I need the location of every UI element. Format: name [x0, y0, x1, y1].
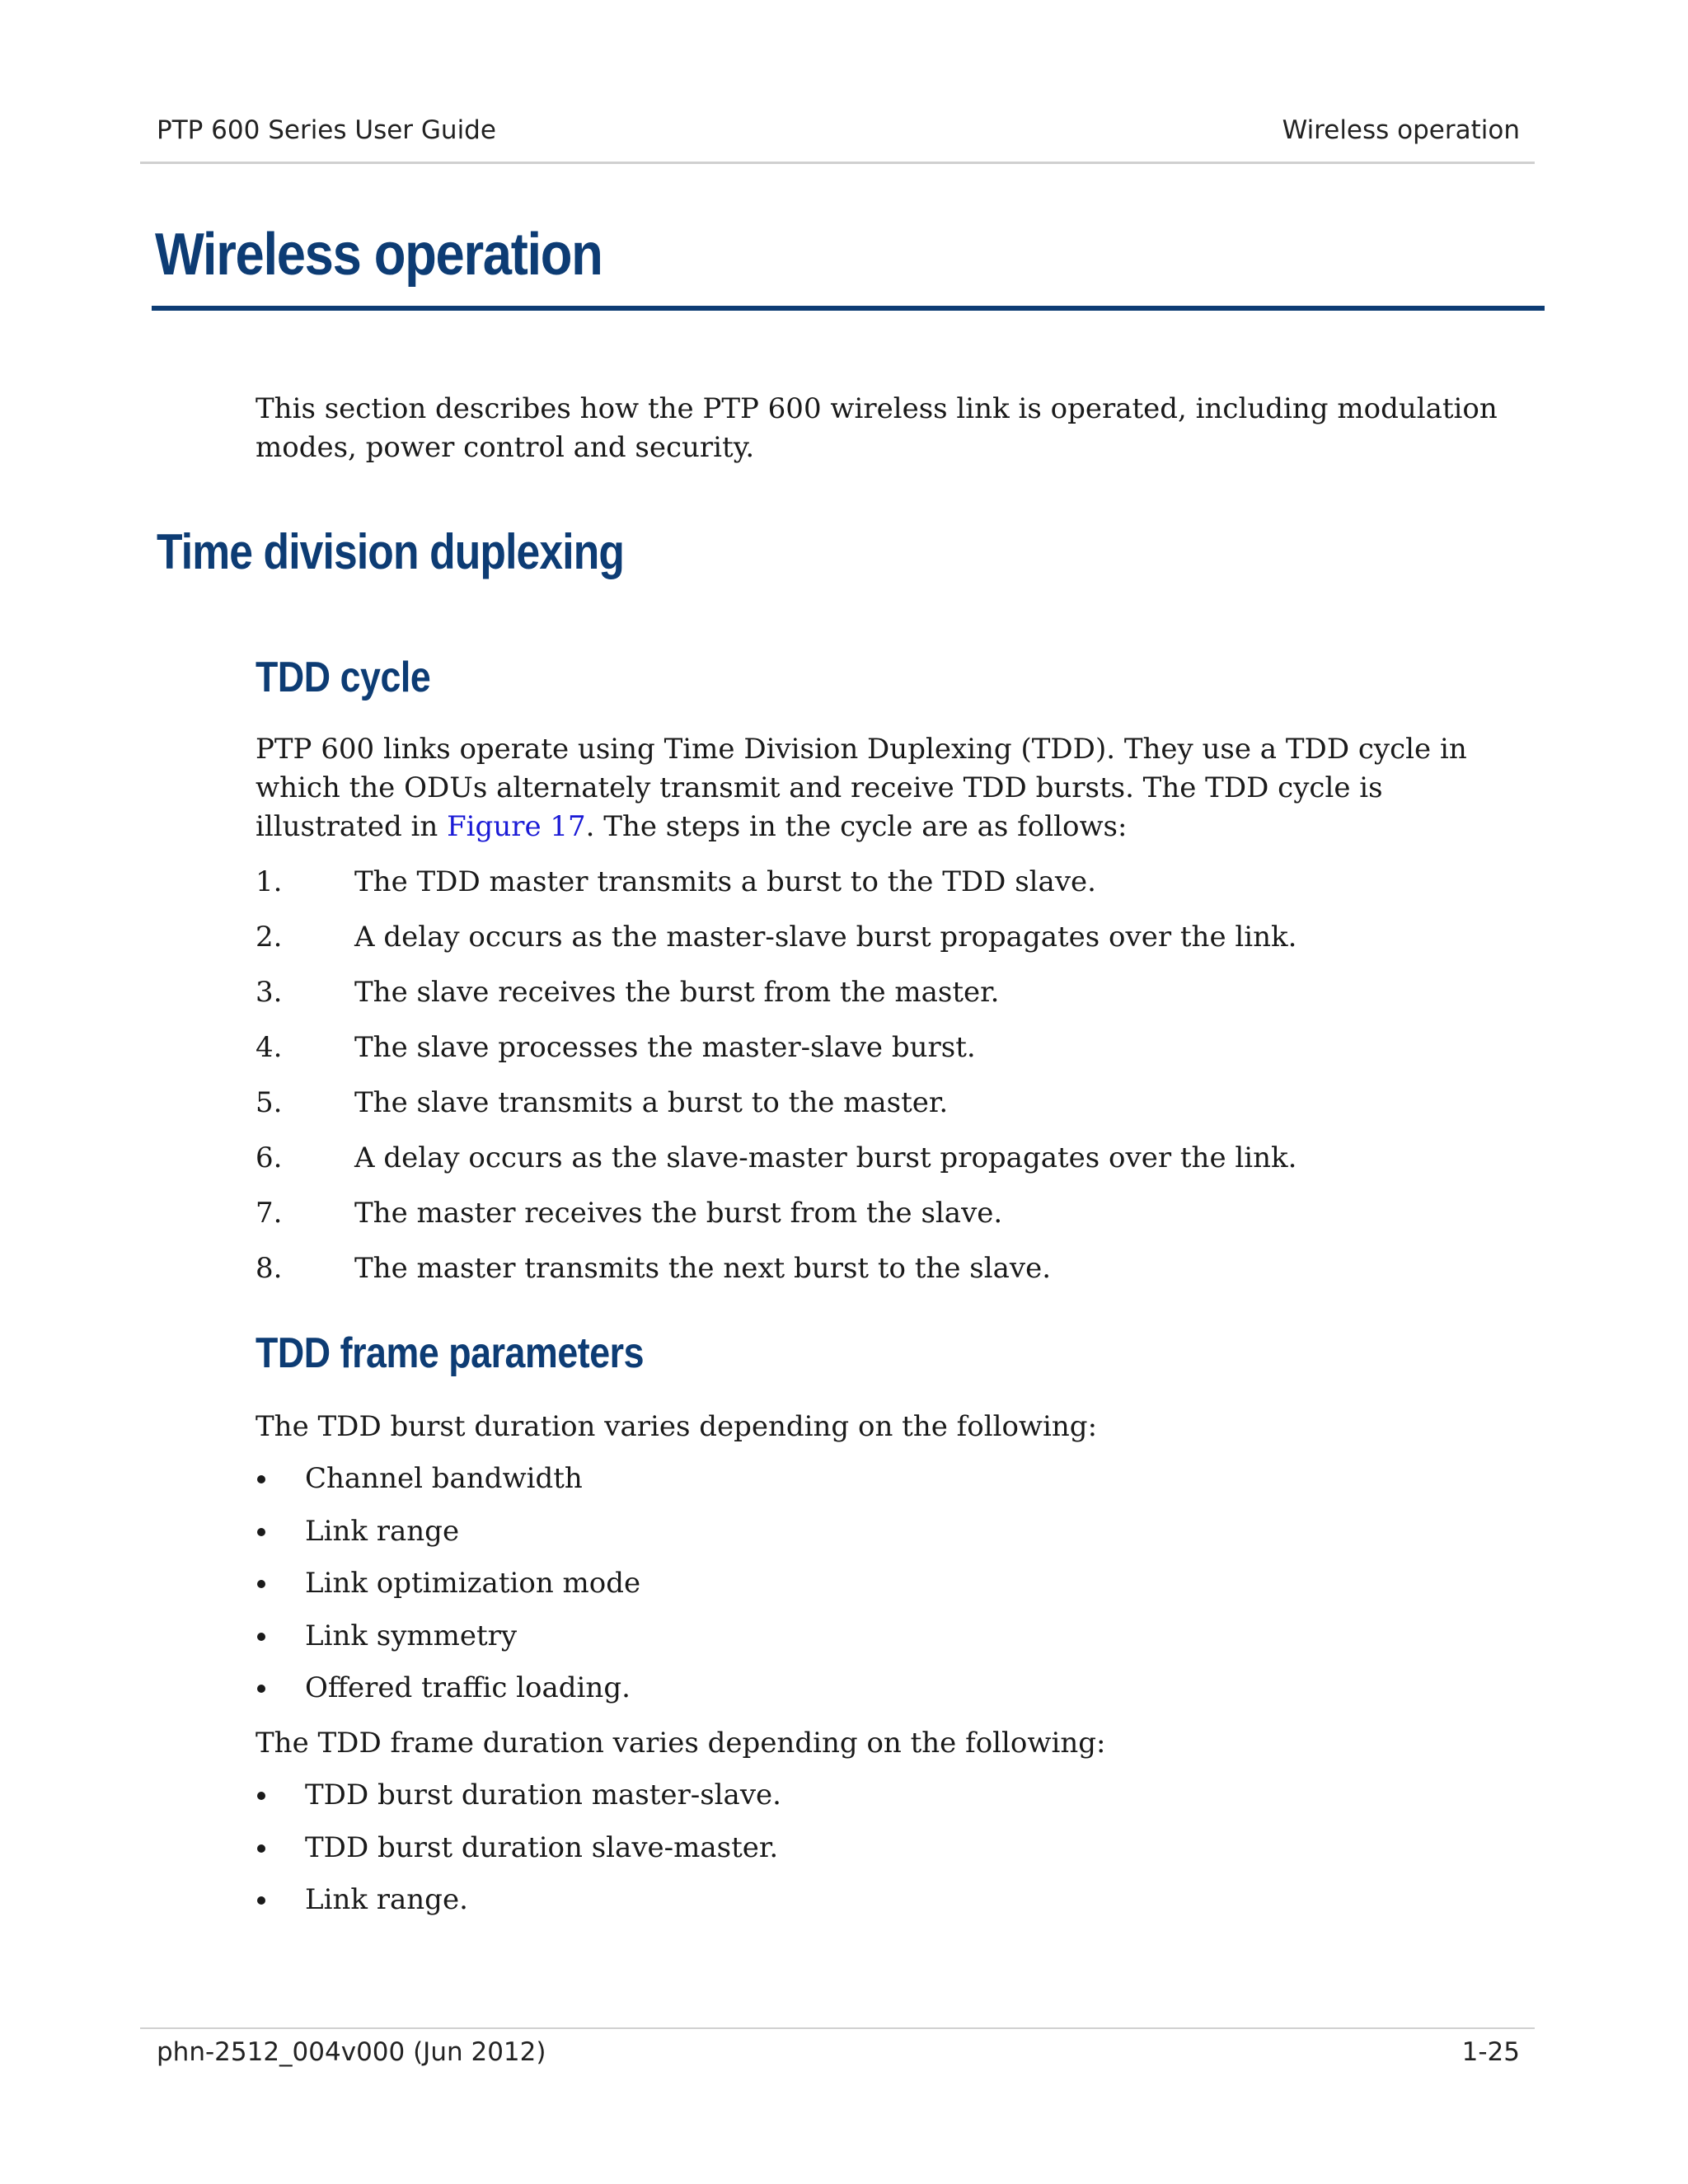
subsection-heading-tdd-frame: TDD frame parameters: [256, 1329, 645, 1377]
header-section-name: Wireless operation: [1282, 115, 1520, 145]
bullet-text: Link range: [305, 1514, 460, 1548]
footer-divider: [140, 2027, 1535, 2029]
section-heading: Time division duplexing: [157, 524, 625, 579]
header-doc-title: PTP 600 Series User Guide: [157, 115, 496, 145]
footer-doc-id: phn-2512_004v000 (Jun 2012): [157, 2037, 546, 2067]
step-number: 2.: [256, 921, 283, 954]
step-text: The slave processes the master-slave burst.: [354, 1031, 976, 1064]
bullet-icon: [257, 1844, 265, 1853]
figure-17-link[interactable]: Figure 17: [447, 810, 586, 843]
running-header: [157, 115, 1520, 145]
chapter-title: Wireless operation: [155, 222, 603, 288]
step-text: The slave receives the burst from the master.: [354, 976, 1000, 1009]
step-number: 3.: [256, 976, 283, 1009]
bullet-text: TDD burst duration master-slave.: [305, 1779, 781, 1811]
tdd-cycle-text-end: . The steps in the cycle are as follows:: [585, 810, 1128, 843]
frame-duration-intro: The TDD frame duration varies depending on the following:: [256, 1727, 1106, 1760]
tdd-cycle-paragraph: [256, 730, 1525, 846]
intro-paragraph: This section describes how the PTP 600 wireless link is operated, including modulation modes, power control and security.: [256, 392, 1498, 464]
step-text: The master receives the burst from the slave.: [354, 1197, 1003, 1230]
bullet-text: Link symmetry: [305, 1619, 518, 1652]
header-divider: [140, 162, 1535, 164]
tdd-cycle-text: PTP 600 links operate using Time Division Duplexing (TDD). They use a TDD cycle in which the ODUs alternately transmit and receive TDD bursts. The TDD cycle is illustrated in: [256, 733, 1467, 843]
bullet-icon: [257, 1685, 265, 1693]
step-text: The slave transmits a burst to the master.: [354, 1086, 949, 1119]
chapter-title-underline: [152, 306, 1545, 311]
bullet-text: Link range.: [305, 1883, 468, 1916]
step-number: 5.: [256, 1086, 283, 1119]
step-number: 7.: [256, 1197, 283, 1230]
step-text: A delay occurs as the master-slave burst propagates over the link.: [354, 921, 1297, 954]
step-text: The master transmits the next burst to the slave.: [354, 1252, 1052, 1285]
bullet-icon: [257, 1528, 265, 1536]
bullet-icon: [257, 1475, 265, 1483]
bullet-text: Link optimization mode: [305, 1567, 641, 1600]
step-number: 1.: [256, 865, 283, 898]
burst-duration-intro: The TDD burst duration varies depending on the following:: [256, 1410, 1098, 1443]
bullet-icon: [257, 1896, 265, 1905]
step-text: The TDD master transmits a burst to the TDD slave.: [354, 865, 1096, 898]
bullet-text: TDD burst duration slave-master.: [305, 1830, 779, 1864]
subsection-heading-tdd-cycle: TDD cycle: [256, 654, 431, 701]
step-number: 6.: [256, 1141, 283, 1174]
bullet-icon: [257, 1633, 265, 1641]
page-number: 1-25: [1461, 2037, 1520, 2067]
step-number: 8.: [256, 1252, 283, 1285]
step-number: 4.: [256, 1031, 283, 1064]
bullet-text: Offered traffic loading.: [305, 1671, 631, 1704]
bullet-text: Channel bandwidth: [305, 1462, 583, 1495]
bullet-icon: [257, 1580, 265, 1588]
step-text: A delay occurs as the slave-master burst propagates over the link.: [354, 1141, 1297, 1174]
bullet-icon: [257, 1792, 265, 1800]
running-footer: [157, 2037, 1520, 2067]
